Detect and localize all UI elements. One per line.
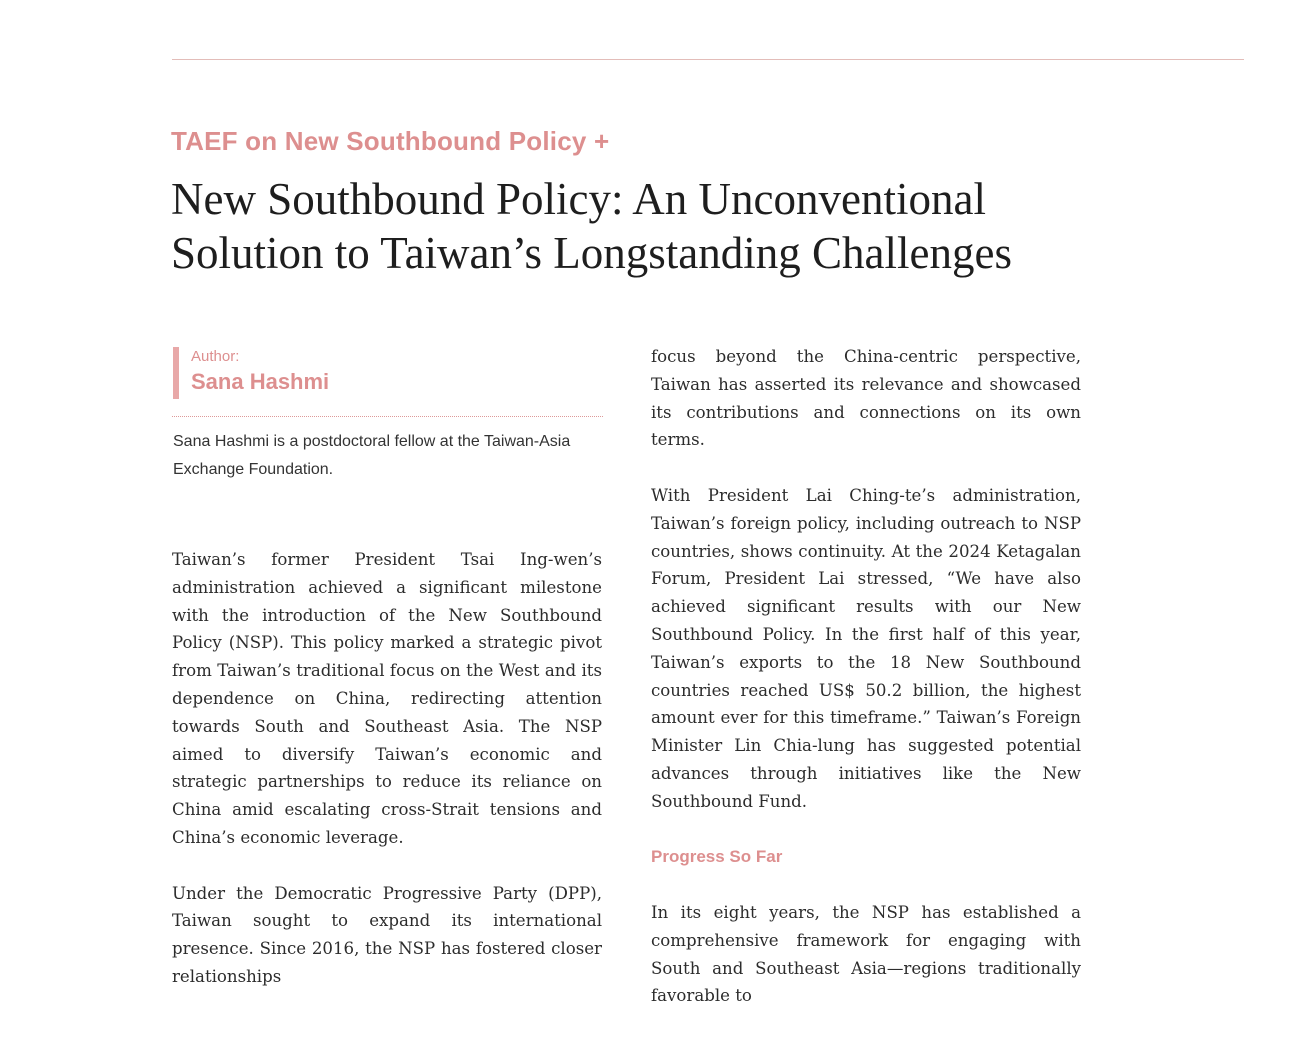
dotted-divider	[172, 416, 603, 417]
section-label[interactable]: TAEF on New Southbound Policy +	[171, 126, 610, 156]
top-rule	[172, 59, 1244, 60]
paragraph: Taiwan’s former President Tsai Ing-wen’s administration achieved a significant milestone with the introduction of the New Southbound Policy (NSP). This policy marked a strategic pivot from Taiwan’s traditional focus on the West and its dependence on China, redirecting attention towards South and Southeast Asia. The NSP aimed to diversify Taiwan’s economic and strategic partnerships to reduce its reliance on China amid escalating cross-Strait tensions and China’s economic leverage.	[172, 550, 602, 847]
author-name[interactable]: Sana Hashmi	[191, 369, 330, 394]
left-column	[172, 546, 602, 1019]
paragraph: Under the Democratic Progressive Party (DPP), Taiwan sought to expand its international presence. Since 2016, the NSP has fostered closer relationships	[172, 883, 602, 986]
paragraph: With President Lai Ching-te’s administration, Taiwan’s foreign policy, including outreach to NSP countries, shows continuity. At the 2024 Ketagalan Forum, President Lai stressed, “We have also achieved significant results with our New Southbound Policy. In the first half of this year, Taiwan’s exports to the 18 New Southbound countries reached US$ 50.2 billion, the highest amount ever for this timeframe.” Taiwan’s Foreign Minister Lin Chia-lung has suggested potential advances through initiatives like the New Southbound Fund.	[651, 485, 1081, 811]
paragraph: focus beyond the China-centric perspective, Taiwan has asserted its relevance and showcased its contributions and connections on its own terms.	[651, 347, 1081, 450]
article-title: New Southbound Policy: An Unconventional Solution to Taiwan’s Longstanding Challenges	[171, 174, 1012, 278]
paragraph: In its eight years, the NSP has established a comprehensive framework for engaging with South and Southeast Asia—regions traditionally favorable to	[651, 902, 1081, 1006]
subheading-progress: Progress So Far	[651, 847, 783, 867]
author-block	[173, 347, 329, 399]
right-column	[651, 343, 1081, 1038]
author-label: Author:	[191, 348, 240, 365]
author-bio: Sana Hashmi is a postdoctoral fellow at the Taiwan-Asia Exchange Foundation.	[173, 433, 571, 478]
